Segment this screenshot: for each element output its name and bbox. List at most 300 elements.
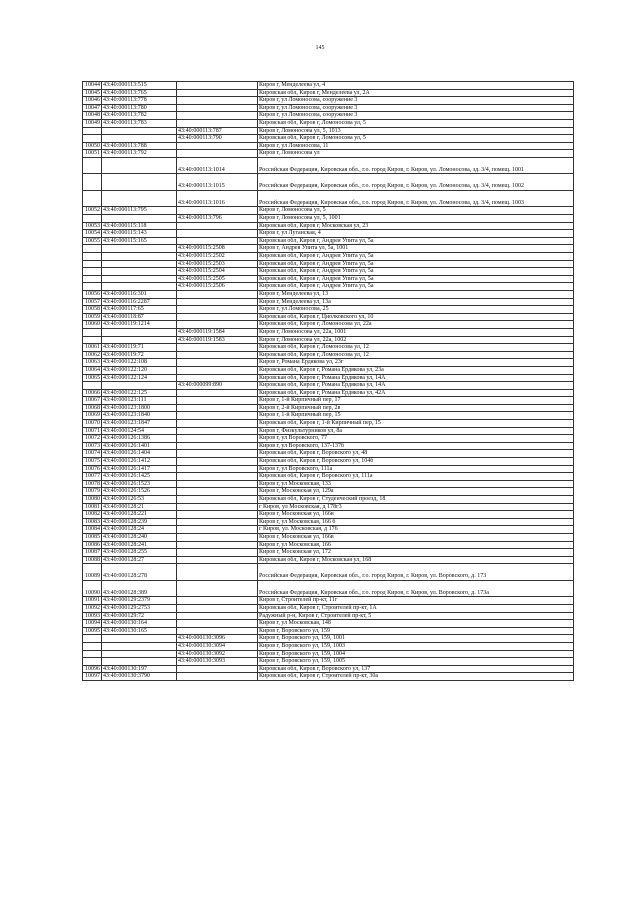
cadastral-number: 43:40:000122:125 [102,389,177,397]
table-row [83,268,574,276]
row-number: 10086 [83,541,102,549]
row-number [83,215,102,223]
table-row [83,420,574,428]
row-number: 10094 [83,620,102,628]
table-row [83,480,574,488]
address: Киров г, Воровского ул, 159, 1004 [258,650,574,658]
row-number [83,190,102,207]
address: Киров г, ул Московская, 166 б [258,518,574,526]
table-row [83,435,574,443]
address: Кировская обл, Киров г, Андрея Упита ул, 5а [258,283,574,291]
table-row [83,533,574,541]
sub-cadastral-number [177,82,258,90]
table-row [83,230,574,238]
cadastral-number [102,650,177,658]
sub-cadastral-number [177,351,258,359]
table-row [83,112,574,120]
sub-cadastral-number [177,488,258,496]
row-number: 10061 [83,344,102,352]
row-number: 10073 [83,442,102,450]
sub-cadastral-number [177,627,258,635]
cadastral-number [102,283,177,291]
cadastral-number: 43:40:000122:124 [102,374,177,382]
sub-cadastral-number: 43:40:000119:1583 [177,336,258,344]
address: Кировская обл, Киров г, Романа Ердякова ул, 23а [258,366,574,374]
address: Кировская обл, Киров г, Андрея Упита ул, 5а [258,260,574,268]
table-row [83,104,574,112]
cadastral-number: 43:40:000129:2379 [102,597,177,605]
table-row [83,650,574,658]
sub-cadastral-number [177,503,258,511]
row-number: 10097 [83,673,102,681]
table-row [83,389,574,397]
cadastral-number [102,215,177,223]
cadastral-number: 43:40:000128:21 [102,503,177,511]
row-number: 10050 [83,142,102,150]
table-row [83,283,574,291]
cadastral-number: 43:40:000130:165 [102,627,177,635]
table-row [83,496,574,504]
cadastral-number: 43:40:000130:197 [102,665,177,673]
sub-cadastral-number [177,119,258,127]
cadastral-number: 43:40:000113:515 [102,82,177,90]
sub-cadastral-number [177,427,258,435]
address: Киров г, 1-й Кирпичный пер, 17 [258,397,574,405]
table-row [83,351,574,359]
table-row [83,473,574,481]
table-row [83,549,574,557]
row-number [83,268,102,276]
table-row [83,642,574,650]
address: Киров г, Воровского ул, 159, 1003 [258,642,574,650]
address: г Киров, ул Московская, д 178г3 [258,503,574,511]
cadastral-number [102,336,177,344]
address: Киров г, ул Ломоносова, 11 [258,142,574,150]
cadastral-number: 43:40:000126:1417 [102,465,177,473]
sub-cadastral-number: 43:40:000113:1015 [177,174,258,191]
row-number: 10064 [83,366,102,374]
address: Кировская обл, Киров г, Московская ул, 168 [258,556,574,564]
row-number: 10044 [83,82,102,90]
table-row [83,142,574,150]
row-number: 10055 [83,237,102,245]
registry-table [82,81,574,681]
cadastral-number: 43:40:000115:165 [102,237,177,245]
cadastral-number: 43:40:000113:778 [102,97,177,105]
row-number: 10059 [83,313,102,321]
table-row [83,97,574,105]
row-number: 10074 [83,450,102,458]
row-number: 10051 [83,150,102,158]
sub-cadastral-number: 43:40:000115:2502 [177,253,258,261]
address: Кировская обл, Киров г, Ломоносова ул, 12 [258,344,574,352]
cadastral-number: 43:40:000126:1412 [102,458,177,466]
table-row [83,157,574,174]
row-number [83,260,102,268]
sub-cadastral-number: 43:40:000115:2503 [177,260,258,268]
sub-cadastral-number [177,230,258,238]
row-number [83,650,102,658]
address: Кировская обл, Киров г, Романа Ердякова ул, 14А [258,382,574,390]
sub-cadastral-number: 43:40:000113:796 [177,215,258,223]
address: Кировская обл, Киров г, Андрея Упита ул, 5а [258,268,574,276]
table-row [83,612,574,620]
address: Киров г, Московская ул, 129а [258,488,574,496]
address: Киров г, Физкультурников ул, 8а [258,427,574,435]
cadastral-number [102,275,177,283]
cadastral-number: 43:40:000113:795 [102,207,177,215]
row-number: 10076 [83,465,102,473]
address: г Киров, ул. Московская, д 176 [258,526,574,534]
cadastral-number [102,253,177,261]
row-number [83,245,102,253]
table-row [83,503,574,511]
cadastral-number: 43:40:000122:120 [102,366,177,374]
sub-cadastral-number [177,97,258,105]
cadastral-number: 43:40:000128:221 [102,511,177,519]
cadastral-number: 43:40:000126:1526 [102,488,177,496]
address: Киров г, Менделеева ул, 4 [258,82,574,90]
cadastral-number [102,635,177,643]
address: Кировская обл, Киров г, Строителей пр-кт, 1А [258,604,574,612]
row-number [83,283,102,291]
address: Кировская обл, Киров г, Романа Ердякова ул, 42А [258,389,574,397]
row-number: 10068 [83,404,102,412]
address: Кировская обл, Киров г, Ломоносова ул, 12 [258,351,574,359]
address: Российская Федерация, Кировская обл., г.о. город Киров, г. Киров, ул. Ломоносова, зд. 3/4, помещ. 1003 [258,190,574,207]
address: Киров г, Московская ул, 166в [258,533,574,541]
row-number [83,157,102,174]
table-row [83,313,574,321]
address: Киров г, Ломоносова ул, 5 [258,207,574,215]
address: Кировская обл, Киров г, Студенческий проезд, 18 [258,496,574,504]
cadastral-number: 43:40:000116:301 [102,290,177,298]
cadastral-number [102,245,177,253]
row-number: 10091 [83,597,102,605]
row-number: 10066 [83,389,102,397]
sub-cadastral-number: 43:40:000130:3093 [177,658,258,666]
cadastral-number [102,135,177,143]
sub-cadastral-number: 43:40:000115:2506 [177,283,258,291]
table-row [83,397,574,405]
sub-cadastral-number [177,496,258,504]
sub-cadastral-number [177,290,258,298]
address: Киров г, Менделеева ул, 13а [258,298,574,306]
address: Киров г, ул Воровского, 111а [258,465,574,473]
table-row [83,366,574,374]
address: Киров г, Московская ул, 166в [258,511,574,519]
row-number [83,253,102,261]
table-row [83,321,574,329]
address: Кировская обл, Киров г, Андрея Упита ул, 5а [258,253,574,261]
row-number [83,328,102,336]
address: Киров г, ул Московская, 166 [258,541,574,549]
address: Киров г, Ломоносова ул [258,150,574,158]
cadastral-number [102,260,177,268]
address: Киров г, Ломоносова ул, 22а, 1002 [258,336,574,344]
cadastral-number: 43:40:000113:765 [102,89,177,97]
sub-cadastral-number [177,549,258,557]
table-row [83,275,574,283]
table-row [83,450,574,458]
cadastral-number: 43:40:000123:111 [102,397,177,405]
address: Киров г, Романа Ердякова ул, 23г [258,359,574,367]
sub-cadastral-number [177,604,258,612]
cadastral-number: 43:40:000130:164 [102,620,177,628]
cadastral-number [102,268,177,276]
row-number: 10078 [83,480,102,488]
table-row [83,412,574,420]
table-row [83,237,574,245]
sub-cadastral-number [177,435,258,443]
table-row [83,190,574,207]
table-row [83,556,574,564]
sub-cadastral-number: 43:40:000130:3092 [177,650,258,658]
address: Киров г, ул Луганская, 4 [258,230,574,238]
cadastral-number: 43:40:000119:1214 [102,321,177,329]
table-row [83,635,574,643]
address: Киров г, 2-й Кирпичный пер, 2в [258,404,574,412]
row-number: 10077 [83,473,102,481]
row-number: 10089 [83,564,102,581]
row-number: 10065 [83,374,102,382]
sub-cadastral-number: 43:40:000115:2504 [177,268,258,276]
sub-cadastral-number: 43:40:000115:2508 [177,245,258,253]
address: Кировская обл, Киров г, Ломоносова ул, 5 [258,119,574,127]
sub-cadastral-number [177,458,258,466]
address: Кировская обл, Киров г, Романа Ердякова ул, 14А [258,374,574,382]
row-number [83,635,102,643]
address: Российская Федерация, Кировская обл., г.о. город Киров, г. Киров, ул. Воровского, д. 173а [258,580,574,597]
row-number: 10096 [83,665,102,673]
sub-cadastral-number [177,112,258,120]
row-number: 10058 [83,306,102,314]
address: Киров г, Андрея Упита ул, 5а, 1001 [258,245,574,253]
address: Кировская обл, Киров г, Воровского ул, 111а [258,473,574,481]
cadastral-number: 43:40:000113:792 [102,150,177,158]
address: Киров г, Воровского ул, 159 [258,627,574,635]
row-number: 10060 [83,321,102,329]
row-number [83,658,102,666]
sub-cadastral-number [177,465,258,473]
table-row [83,580,574,597]
row-number: 10057 [83,298,102,306]
table-row [83,119,574,127]
address: Киров г, 1-й Кирпичный пер, 15 [258,412,574,420]
cadastral-number [102,157,177,174]
address: Кировская обл, Киров г, Воровского ул, 48 [258,450,574,458]
row-number [83,642,102,650]
row-number: 10063 [83,359,102,367]
row-number: 10067 [83,397,102,405]
row-number: 10054 [83,230,102,238]
address: Кировская обл, Киров г, Ломоносова ул, 22а [258,321,574,329]
cadastral-number: 43:40:000128:27 [102,556,177,564]
cadastral-number [102,642,177,650]
table-row [83,328,574,336]
address: Киров г, ул Московская, 148 [258,620,574,628]
sub-cadastral-number [177,397,258,405]
row-number: 10090 [83,580,102,597]
sub-cadastral-number [177,665,258,673]
cadastral-number [102,174,177,191]
table-row [83,627,574,635]
address: Кировская обл, Киров г, Андрея Упита ул, 5а [258,237,574,245]
cadastral-number: 43:40:000115:143 [102,230,177,238]
table-row [83,488,574,496]
address: Киров г, ул Ломоносова, 25 [258,306,574,314]
row-number: 10053 [83,222,102,230]
sub-cadastral-number [177,222,258,230]
table-row [83,253,574,261]
sub-cadastral-number: 43:40:000113:790 [177,135,258,143]
cadastral-number: 43:40:000123:1847 [102,420,177,428]
cadastral-number: 43:40:000128:239 [102,518,177,526]
cadastral-number: 43:40:000113:788 [102,142,177,150]
address: Киров г, ул Воровского, 137-137б [258,442,574,450]
cadastral-number: 43:40:000115:118 [102,222,177,230]
table-row [83,150,574,158]
sub-cadastral-number [177,306,258,314]
row-number [83,135,102,143]
cadastral-number: 43:40:000122:108 [102,359,177,367]
sub-cadastral-number [177,473,258,481]
sub-cadastral-number [177,150,258,158]
sub-cadastral-number [177,442,258,450]
sub-cadastral-number: 43:40:000130:3094 [177,642,258,650]
sub-cadastral-number [177,526,258,534]
table-row [83,344,574,352]
table-row [83,135,574,143]
address: Российская Федерация, Кировская обл., г.о. город Киров, г. Киров, ул. Воровского, д. 173 [258,564,574,581]
sub-cadastral-number: 43:40:000113:787 [177,127,258,135]
row-number: 10084 [83,526,102,534]
row-number: 10088 [83,556,102,564]
cadastral-number [102,127,177,135]
cadastral-number: 43:40:000130:3790 [102,673,177,681]
sub-cadastral-number [177,321,258,329]
table-row [83,465,574,473]
address: Киров г, Московская ул, 172 [258,549,574,557]
row-number: 10052 [83,207,102,215]
row-number: 10093 [83,612,102,620]
sub-cadastral-number [177,344,258,352]
cadastral-number: 43:40:000128:389 [102,580,177,597]
sub-cadastral-number: 43:40:000119:1584 [177,328,258,336]
address: Кировская обл, Киров г, Воровского ул, 137 [258,665,574,673]
sub-cadastral-number [177,533,258,541]
address: Кировская обл, Киров г, Циолковского ул, 10 [258,313,574,321]
row-number: 10083 [83,518,102,526]
address: Киров г, ул Ломоносова, сооружение 3 [258,97,574,105]
cadastral-number: 43:40:000128:241 [102,541,177,549]
row-number [83,382,102,390]
address: Кировская обл, Киров г, Строителей пр-кт, 30а [258,673,574,681]
cadastral-number: 43:40:000116:2287 [102,298,177,306]
row-number: 10092 [83,604,102,612]
row-number: 10085 [83,533,102,541]
table-row [83,541,574,549]
table-row [83,89,574,97]
table-row [83,658,574,666]
address: Кировская обл, Киров г, Ломоносова ул, 5 [258,135,574,143]
cadastral-number: 43:40:000117:65 [102,306,177,314]
table-row [83,511,574,519]
sub-cadastral-number [177,420,258,428]
row-number: 10082 [83,511,102,519]
row-number: 10047 [83,104,102,112]
row-number: 10046 [83,97,102,105]
sub-cadastral-number [177,620,258,628]
address: Российская Федерация, Кировская обл., г.о. город Киров, г. Киров, ул. Ломоносова, зд. 3/4, помещ. 1002 [258,174,574,191]
sub-cadastral-number [177,366,258,374]
table-row [83,260,574,268]
table-row [83,207,574,215]
table-row [83,222,574,230]
row-number: 10045 [83,89,102,97]
row-number: 10081 [83,503,102,511]
sub-cadastral-number [177,298,258,306]
address: Кировская обл, Киров г, Московская ул, 23 [258,222,574,230]
sub-cadastral-number: 43:40:000130:3096 [177,635,258,643]
cadastral-number: 43:40:000119:71 [102,344,177,352]
table-row [83,127,574,135]
table-row [83,597,574,605]
row-number: 10072 [83,435,102,443]
cadastral-number: 43:40:000123:1800 [102,404,177,412]
address: Российская Федерация, Кировская обл., г.о. город Киров, г. Киров, ул. Ломоносова, зд. 3/4, помещ. 1001 [258,157,574,174]
cadastral-number [102,190,177,207]
table-row [83,404,574,412]
sub-cadastral-number [177,480,258,488]
address: Кировская обл, Киров г, 1-й Кирпичный пер, 15 [258,420,574,428]
table-row [83,382,574,390]
cadastral-number: 43:40:000118:87 [102,313,177,321]
table-row [83,374,574,382]
sub-cadastral-number [177,580,258,597]
cadastral-number: 43:40:000113:780 [102,104,177,112]
cadastral-number: 43:40:000129:72 [102,612,177,620]
table-row [83,526,574,534]
row-number: 10071 [83,427,102,435]
table-row [83,245,574,253]
cadastral-number: 43:40:000128:24 [102,526,177,534]
sub-cadastral-number [177,359,258,367]
address: Киров г, Менделеева ул, 13 [258,290,574,298]
sub-cadastral-number [177,564,258,581]
cadastral-number: 43:40:000113:782 [102,112,177,120]
cadastral-number: 43:40:000126:1523 [102,480,177,488]
address: Киров г, ул Ломоносова, сооружение 3 [258,112,574,120]
address: Радужный р-н, Киров г, Строителей пр-кт, 5 [258,612,574,620]
cadastral-number: 43:40:000126:1386 [102,435,177,443]
cadastral-number: 43:40:000128:255 [102,549,177,557]
sub-cadastral-number [177,556,258,564]
table-row [83,290,574,298]
sub-cadastral-number: 43:40:000113:1014 [177,157,258,174]
row-number: 10048 [83,112,102,120]
table-row [83,359,574,367]
address: Кировская обл, Киров г, Менделеева ул, 2А [258,89,574,97]
cadastral-number: 43:40:000126:1404 [102,450,177,458]
cadastral-number [102,382,177,390]
address: Киров г, Строителей пр-кт, 11г [258,597,574,605]
table-row [83,673,574,681]
sub-cadastral-number [177,612,258,620]
cadastral-number: 43:40:000119:72 [102,351,177,359]
row-number [83,174,102,191]
row-number: 10069 [83,412,102,420]
